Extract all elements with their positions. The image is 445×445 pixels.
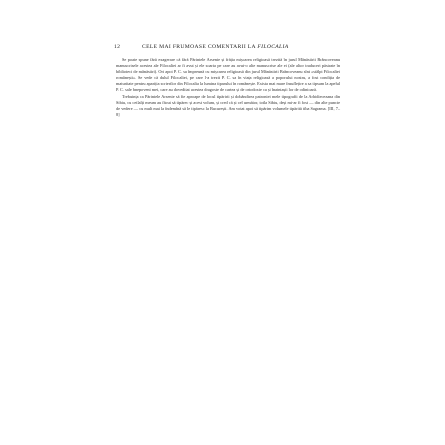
paragraph-2: Trebuința ca Părintele Arsenie să fie aproape de locul tipăririi și dobândirea patroniei mele tipografii de la Arhidiecezana din Sibiu, cu ceilalți meum au făcut să tipărec și acest volum, și cred că și cel următor, totla Sibiu, deși mi-ar fi fost — din alte puncte de vedere — cu mult mai la îndemînă să le tipăresc la București. Am votat apoi să tipărim volumele tipărită tiba Sagrama. [III, 7–8] — [116, 93, 340, 117]
running-title: CELE MAI FRUMOASE COMENTARII LA — [142, 44, 256, 50]
page-body — [116, 57, 340, 118]
page-number: 12 — [114, 44, 121, 50]
running-title-italic: FILOCALIA — [257, 44, 289, 50]
paragraph-1: Se poate spune fără exagerare că fără Părintele Arsenie și frăția mișcarea religioasă trezită în jurul Mânăstirii Brâncoveanu manuscrisele acestea ale Filocaliei ar fi avut și ele soarta pe care au avut-o alte manuscrise ale ei (ale altor traduceri păstrate în biblioteci de mânăstiri). Ori apoi P. C. sa împreună cu mișcarea religioasă din jurul Mânăstirii Brâncoveanu sînt «stâlpi Filocaliei românești». Se vede că dulul Filocaliei, pe care l-a trezit P. C. sa în viața religioasă a poporului nostru, a fost condiția de maturitate pentru apariția scrierilor din Filocalia la lumina tiparului în românește. Exista mai mare însuflețire a sa tipsum la apelul P. C. sale bnepoveni mei, care au doveditat acestea dragoste de cartea și de ortodoxie ca și înaintașii lor de odinioară. — [116, 57, 340, 93]
running-header — [114, 44, 344, 50]
